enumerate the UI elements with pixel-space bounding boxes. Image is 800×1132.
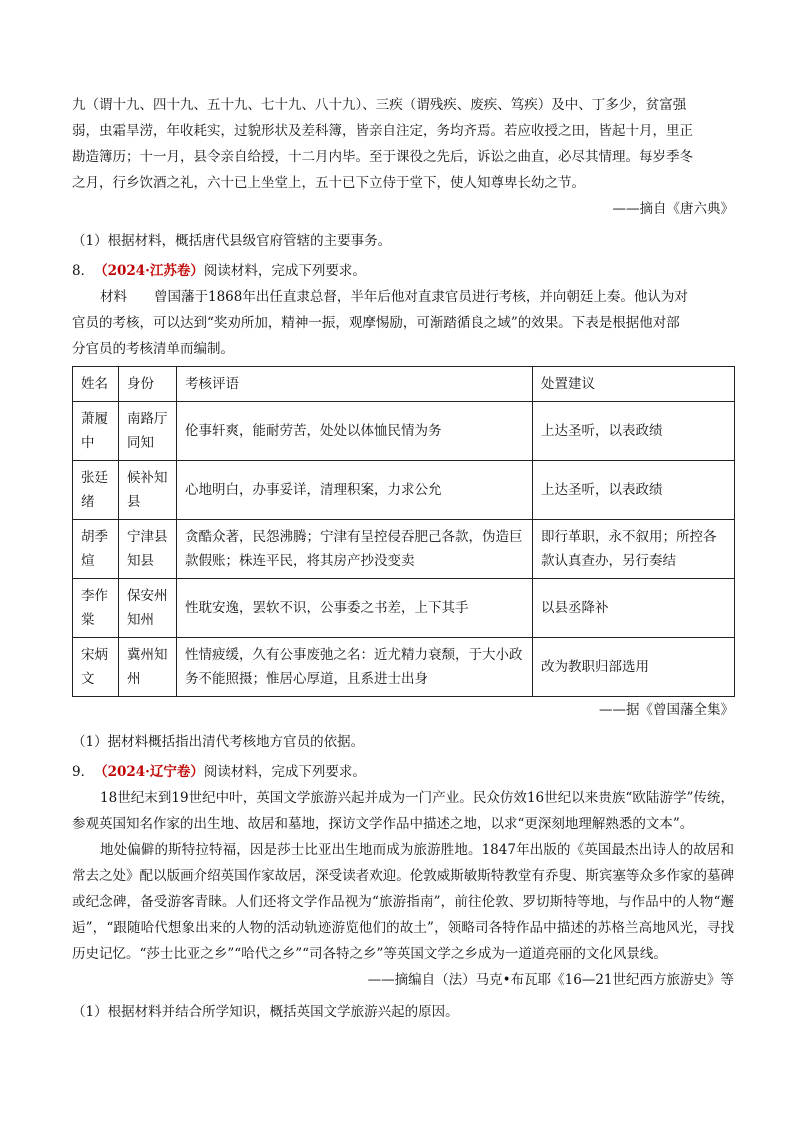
cell-advice: 即行革职，永不叙用；所控各款认真查办，另行奏结: [533, 520, 735, 579]
intro-line: 九（谓十九、四十九、五十九、七十九、八十九）、三疾（谓残疾、废疾、笃疾）及中、丁多少，贫富强: [72, 97, 687, 113]
cell-comment: 伦事轩爽，能耐劳苦，处处以体恤民情为务: [177, 402, 533, 461]
q8-material-line: 材料 曾国藩于1868年出任直隶总督，半年后他对直隶官员进行考核，并向朝廷上奏。他认为对: [100, 289, 688, 305]
cell-name: 胡季煊: [73, 520, 119, 579]
cell-advice: 上达圣听，以表政绩: [533, 461, 735, 520]
cell-name: 张廷绪: [73, 461, 119, 520]
table-row: [73, 402, 735, 461]
cell-identity: 保安州知州: [119, 579, 177, 638]
q9-source-line: ——摘编自（法）马克•布瓦耶《16—21世纪西方旅游史》等: [367, 972, 734, 988]
q9-number: 9．: [72, 764, 95, 780]
cell-identity: 候补知县: [119, 461, 177, 520]
q9-paragraph-1: 18世纪末到19世纪中叶，英国文学旅游兴起并成为一门产业。民众仿效16世纪以来贵族“欧陆游学”传统，参观英国知名作家的出生地、故居和墓地，探访文学作品中描述之地，以求“更深刻地理解熟悉的文本”。: [72, 790, 734, 832]
header-comment: 考核评语: [177, 367, 533, 402]
table-row: [73, 579, 735, 638]
q8-question: （1）据材料概括指出清代考核地方官员的依据。: [72, 734, 365, 750]
q8-number: 8．: [72, 263, 95, 279]
table-source: ——据《曾国藩全集》: [599, 702, 734, 718]
q8-material-line: 官员的考核，可以达到“奖劝所加，精神一振，观摩惕励，可渐踏循良之域”的效果。下表是根据他对部: [72, 315, 680, 331]
header-identity: 身份: [119, 367, 177, 402]
table-row: [73, 520, 735, 579]
cell-advice: 上达圣听，以表政绩: [533, 402, 735, 461]
cell-identity: 南路厅同知: [119, 402, 177, 461]
q8-material-line: 分官员的考核清单而编制。: [72, 341, 234, 357]
intro-material: [72, 92, 734, 222]
assessment-table: [72, 366, 735, 697]
intro-source: ——摘自《唐六典》: [612, 201, 734, 217]
cell-comment: 性耽安逸，罢软不识，公事委之书差，上下其手: [177, 579, 533, 638]
cell-advice: 以县丞降补: [533, 579, 735, 638]
cell-identity: 宁津县知县: [119, 520, 177, 579]
header-name: 姓名: [73, 367, 119, 402]
header-advice: 处置建议: [533, 367, 735, 402]
cell-comment: 性情疲缓，久有公事废弛之名：近尤精力衰颓，于大小政务不能照摄；惟居心厚道，且系进士出身: [177, 638, 533, 697]
table-row: [73, 638, 735, 697]
q8-source: （2024·江苏卷）: [94, 263, 204, 279]
intro-line: 勘造簿历；十一月，县令亲自给授，十二月内毕。至于课役之先后，诉讼之曲直，必尽其情理。每岁季冬: [72, 149, 693, 165]
q9-paragraph-2: 地处偏僻的斯特拉特福，因是莎士比亚出生地而成为旅游胜地。1847年出版的《英国最杰出诗人的故居和常去之处》配以版画介绍英国作家故居，深受读者欢迎。伦敦威斯敏斯特教堂有乔叟、斯宾塞等众多作家的墓碑或纪念碑，备受游客青睐。人们还将文学作品视为“旅游指南”，前往伦敦、罗切斯特等地，与作品中的人物“邂逅”，“跟随哈代想象出来的人物的活动轨迹游览他们的故土”，领略司各特作品中描述的苏格兰高地风光，寻找历史记忆。“莎士比亚之乡”“哈代之乡”“司各特之乡”等英国文学之乡成为一道道亮丽的文化风景线。: [72, 842, 734, 962]
table-header-row: [73, 367, 735, 402]
cell-name: 李作棠: [73, 579, 119, 638]
cell-identity: 冀州知州: [119, 638, 177, 697]
cell-advice: 改为教职归部选用: [533, 638, 735, 697]
q8-heading: [72, 258, 734, 284]
q9-heading: [72, 759, 734, 785]
intro-line: 之月，行乡饮酒之礼，六十已上坐堂上，五十已下立侍于堂下，使人知尊卑长幼之节。: [72, 175, 585, 191]
document-page: [72, 92, 734, 1025]
q9-question: （1）根据材料并结合所学知识，概括英国文学旅游兴起的原因。: [72, 1004, 459, 1020]
q8-instruction: 阅读材料，完成下列要求。: [203, 263, 366, 279]
intro-line: 弱，虫霜旱涝，年收耗实，过貌形状及差科簿，皆亲自注定，务均齐焉。若应收授之田，皆起十月，里正: [72, 123, 693, 139]
q9-source: （2024·辽宁卷）: [94, 764, 204, 780]
cell-name: 萧履中: [73, 402, 119, 461]
q9-instruction: 阅读材料，完成下列要求。: [203, 764, 366, 780]
cell-name: 宋炳文: [73, 638, 119, 697]
q8-material: [72, 284, 734, 362]
table-row: [73, 461, 735, 520]
cell-comment: 心地明白，办事妥详，清理积案，力求公允: [177, 461, 533, 520]
cell-comment: 贪酷众著，民怨沸腾；宁津有呈控侵吞肥己各款，伪造巨款假账；株连平民，将其房产抄没变卖: [177, 520, 533, 579]
q7-question: （1）根据材料，概括唐代县级官府管辖的主要事务。: [72, 233, 392, 249]
